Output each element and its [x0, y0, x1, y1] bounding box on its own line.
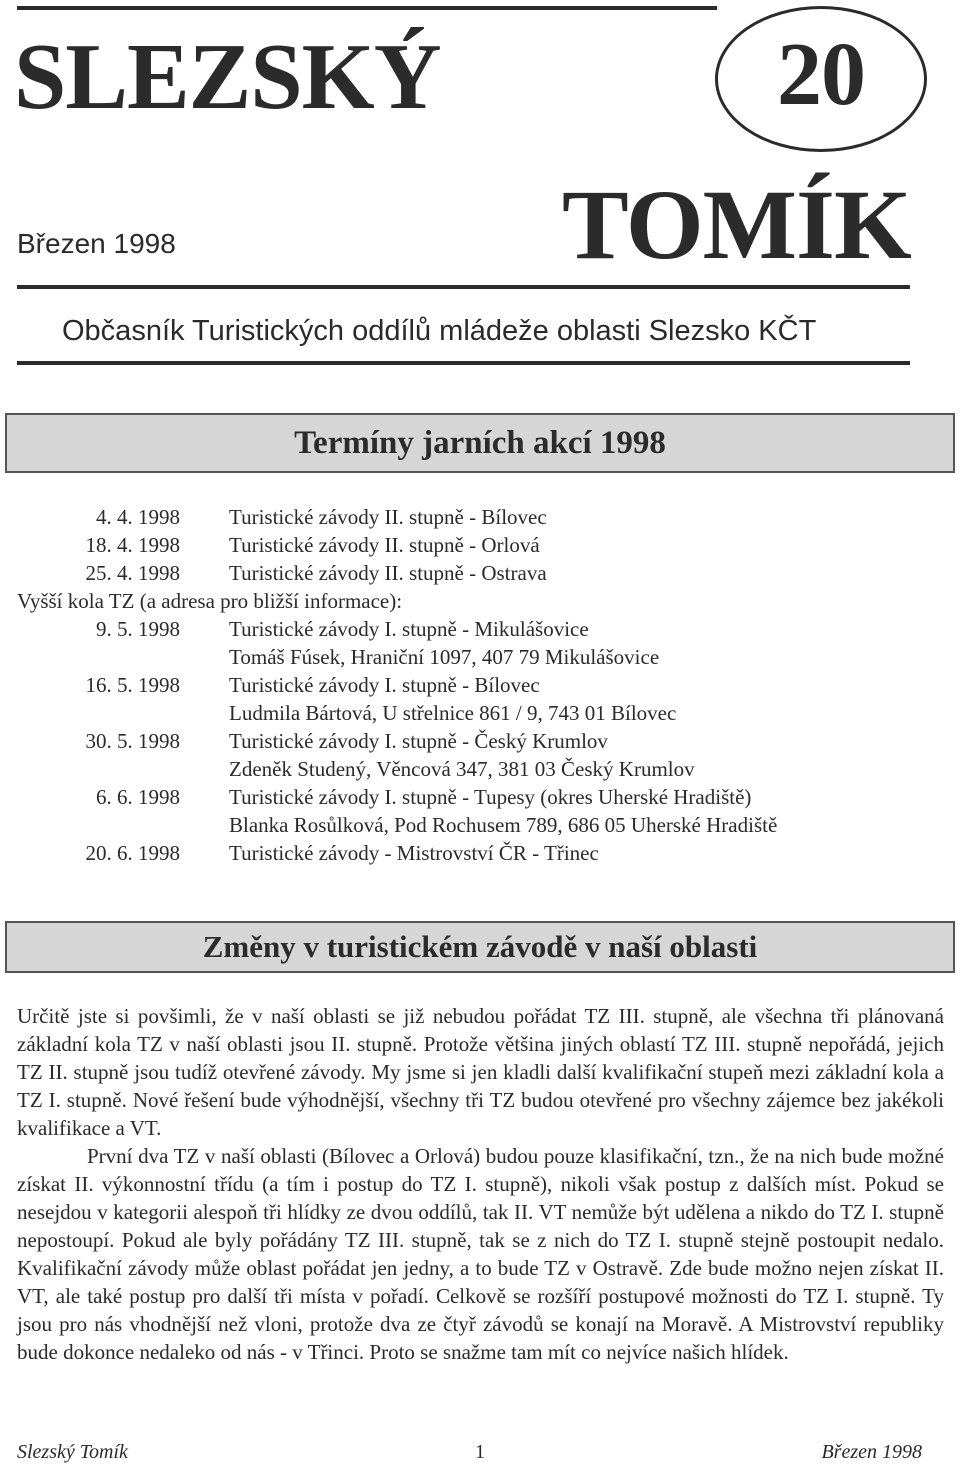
footer-date: Březen 1998 — [821, 1441, 922, 1463]
event-text: Turistické závody - Mistrovství ČR - Třinec — [229, 841, 599, 865]
event-date: 30. 5. 1998 — [85, 729, 180, 753]
masthead-top-rule — [17, 6, 717, 10]
masthead-title-bottom: TOMÍK — [562, 169, 911, 280]
event-contact: Ludmila Bártová, U střelnice 861 / 9, 743 01 Bílovec — [229, 701, 677, 725]
event-date: 16. 5. 1998 — [85, 673, 180, 697]
masthead-rule-1 — [17, 285, 910, 289]
events-heading-box — [5, 413, 955, 473]
event-date: 25. 4. 1998 — [85, 561, 180, 585]
event-note: Vyšší kola TZ (a adresa pro bližší informace): — [17, 589, 403, 613]
event-text: Turistické závody II. stupně - Ostrava — [229, 561, 547, 585]
event-date: 18. 4. 1998 — [85, 533, 180, 557]
masthead-title-top: SLEZSKÝ — [14, 25, 441, 129]
masthead-subtitle: Občasník Turistických oddílů mládeže oblasti Slezsko KČT — [62, 315, 817, 347]
issue-number: 20 — [777, 25, 865, 124]
event-text: Turistické závody II. stupně - Orlová — [229, 533, 540, 557]
event-date: 20. 6. 1998 — [85, 841, 180, 865]
event-text: Turistické závody II. stupně - Bílovec — [229, 505, 547, 529]
issue-date: Březen 1998 — [17, 228, 176, 259]
event-date: 4. 4. 1998 — [96, 505, 180, 529]
event-text: Turistické závody I. stupně - Český Krumlov — [229, 729, 608, 753]
footer-title: Slezský Tomík — [17, 1441, 128, 1463]
event-contact: Zdeněk Studený, Věncová 347, 381 03 Český Krumlov — [229, 757, 695, 781]
event-text: Turistické závody I. stupně - Mikulášovice — [229, 617, 589, 641]
event-date: 9. 5. 1998 — [96, 617, 180, 641]
changes-heading: Změny v turistickém závodě v naší oblasti — [202, 929, 758, 964]
event-text: Turistické závody I. stupně - Bílovec — [229, 673, 540, 697]
event-date: 6. 6. 1998 — [96, 785, 180, 809]
footer-page-number: 1 — [475, 1441, 485, 1463]
event-text: Turistické závody I. stupně - Tupesy (okres Uherské Hradiště) — [229, 785, 752, 809]
changes-heading-box — [5, 921, 955, 973]
article-body — [17, 1002, 944, 1366]
masthead-rule-2 — [17, 361, 910, 365]
events-heading: Termíny jarních akcí 1998 — [294, 425, 666, 461]
event-contact: Tomáš Fúsek, Hraniční 1097, 407 79 Mikulášovice — [229, 645, 660, 669]
article-paragraph: První dva TZ v naší oblasti (Bílovec a Orlová) budou pouze klasifikační, tzn., že na nich bude možné získat II. výkonnostní třídu (a tím i postup do TZ I. stupně), nikoli však postup z dalších míst. Pokud se nesejdou v kategorii alespoň tři hlídky ze dvou oddílů, tak II. VT nemůže být udělena a nikdo do TZ I. stupně nepostoupí. Pokud ale byly pořádány TZ III. stupně, tak se z nich do TZ I. stupně stejně postoupit nedalo. Kvalifikační závody může oblast pořádat jen jedny, a to bude TZ v Ostravě. Zde bude možno nejen získat II. VT, ale také postup pro další tři místa v pořadí. Celkově se rozšíří postupové možnosti do TZ I. stupně. Ty jsou pro nás vhodnější než vloni, protože dva ze čtyř závodů se konají na Moravě. A Mistrovství republiky bude dokonce nedaleko od nás - v Třinci. Proto se snažme tam mít co nejvíce našich hlídek. — [17, 1144, 944, 1364]
article-paragraph: Určitě jste si povšimli, že v naší oblasti se již nebudou pořádat TZ III. stupně, ale všechna tři plánovaná základní kola TZ v naší oblasti jsou II. stupně. Protože většina jiných oblastí TZ III. stupně nepořádá, jejich TZ II. stupně jsou tudíž otevřené závody. My jsme si jen kladli další kvalifikační stupeň mezi základní kola a TZ I. stupně. Nové řešení bude výhodnější, všechny tři TZ budou otevřené pro všechny zájemce bez jakékoli kvalifikace a VT. — [17, 1004, 944, 1140]
event-contact: Blanka Rosůlková, Pod Rochusem 789, 686 05 Uherské Hradiště — [229, 813, 778, 837]
